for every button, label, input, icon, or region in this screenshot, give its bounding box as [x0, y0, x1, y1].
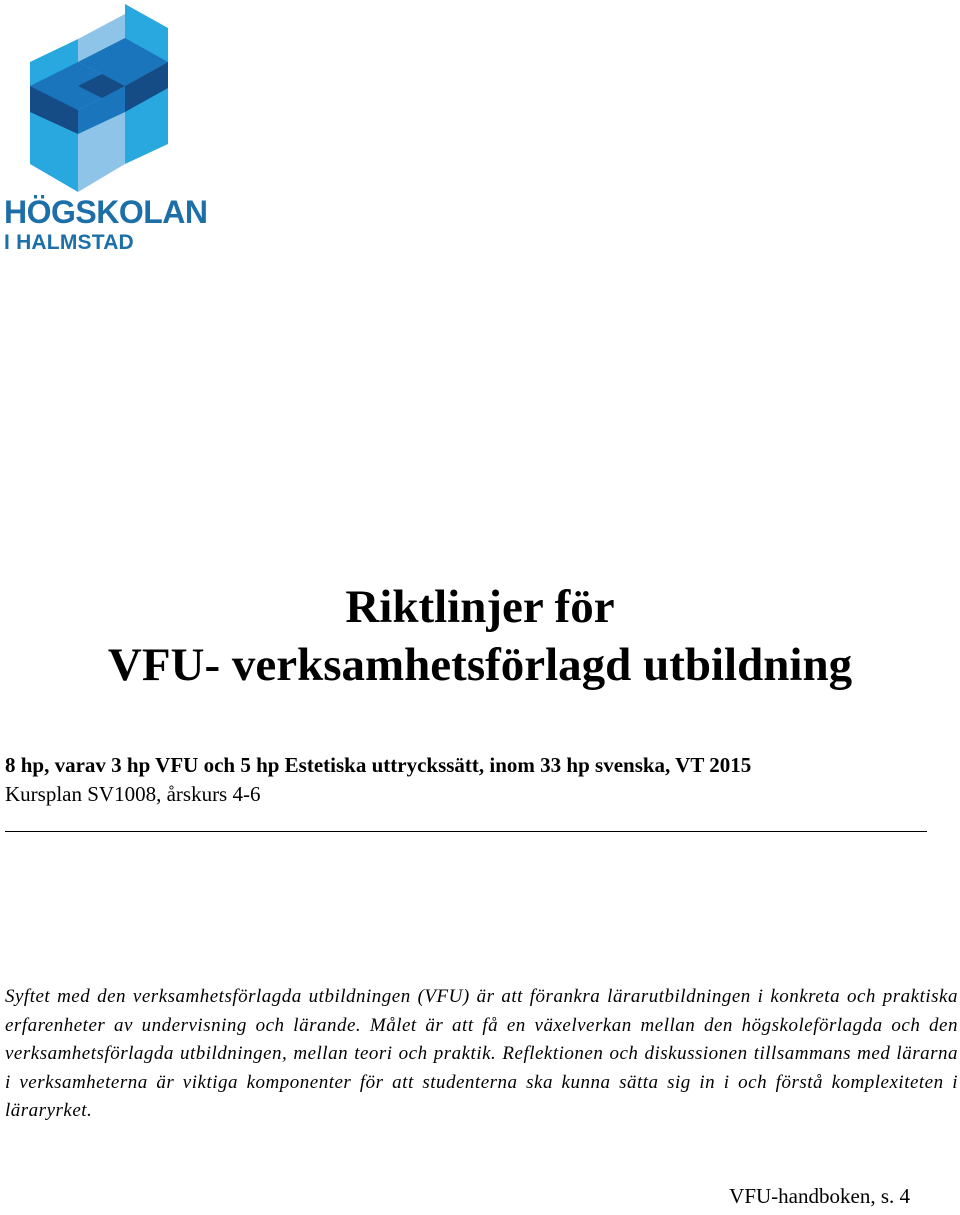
- course-subtitle: 8 hp, varav 3 hp VFU och 5 hp Estetiska uttryckssätt, inom 33 hp svenska, VT 2015: [5, 753, 752, 777]
- document-title: [0, 578, 960, 694]
- logo-mark-icon: [30, 4, 175, 194]
- intro-paragraph: Syftet med den verksamhetsförlagda utbildningen (VFU) är att förankra lärarutbildningen i konkreta och praktiska erfarenheter av undervisning och lärande. Målet är att få en växelverkan mellan den högskoleförlagda och den verksamhetsförlagda utbildningen, mellan teori och praktik. Reflektionen och diskussionen tillsammans med lärarna i verksamheterna är viktiga komponenter för att studenterna ska kunna sätta sig in i och förstå komplexiteten i läraryrket.: [5, 986, 958, 1121]
- horizontal-divider: [5, 831, 927, 832]
- title-line1: Riktlinjer för: [345, 581, 615, 633]
- page-footer: VFU-handboken, s. 4: [729, 1184, 910, 1208]
- university-logo: [0, 0, 210, 260]
- logo-text-line2: I HALMSTAD: [4, 231, 134, 254]
- logo-text-line1: HÖGSKOLAN: [4, 194, 208, 230]
- course-plan: Kursplan SV1008, årskurs 4-6: [5, 782, 261, 806]
- title-line2: VFU- verksamhetsförlagd utbildning: [107, 639, 853, 691]
